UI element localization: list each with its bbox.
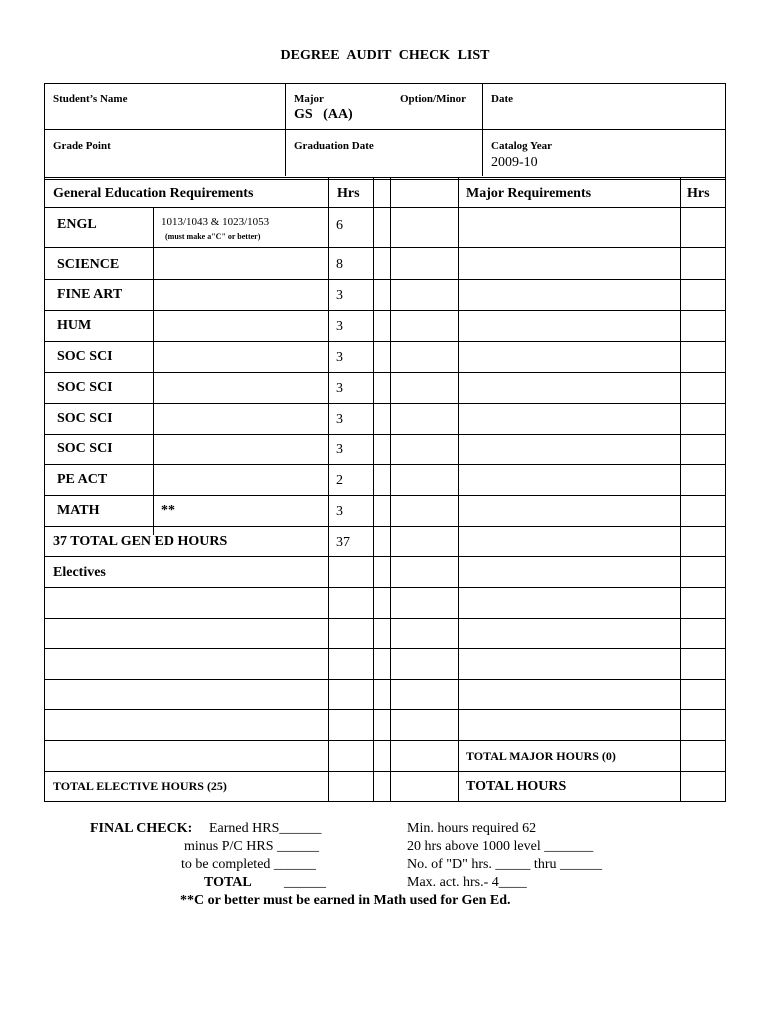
- table-row-line: [44, 556, 726, 557]
- table-row-line: [44, 207, 726, 208]
- gen-ed-hrs-col: [328, 177, 329, 801]
- d-hrs: No. of "D" hrs. _____ thru ______: [407, 857, 602, 872]
- info-col-divider-4: [482, 129, 483, 176]
- gen-ed-row-label: SOC SCI: [57, 411, 113, 426]
- gen-ed-row-label: PE ACT: [57, 472, 108, 487]
- to-be-completed: to be completed ______: [181, 857, 316, 872]
- gen-ed-row-label: SOC SCI: [57, 380, 113, 395]
- info-col-divider-1: [285, 83, 286, 130]
- gen-ed-row-hrs: 3: [336, 504, 343, 519]
- table-row-line: [44, 434, 726, 435]
- gen-ed-right-col: [373, 177, 374, 801]
- gen-ed-row-label: ENGL: [57, 217, 97, 232]
- option-minor-label: Option/Minor: [400, 93, 467, 105]
- gen-ed-row-label: HUM: [57, 318, 92, 333]
- catalog-year-value: 2009-10: [491, 155, 538, 170]
- gen-ed-row-label: MATH: [57, 503, 100, 518]
- gen-ed-row-label: SCIENCE: [57, 257, 120, 272]
- spacer-col: [390, 177, 391, 801]
- table-row-line: [44, 495, 726, 496]
- gen-ed-row-hrs: 2: [336, 473, 343, 488]
- student-name-label: Student’s Name: [53, 93, 128, 105]
- gen-ed-header: General Education Requirements: [53, 186, 254, 201]
- major-label: Major: [294, 93, 324, 105]
- total-label: TOTAL: [204, 875, 252, 890]
- major-hrs-col: [680, 177, 681, 801]
- gen-ed-row-hrs: 3: [336, 319, 343, 334]
- table-row-line: [44, 648, 726, 649]
- table-row-line: [44, 526, 726, 527]
- hrs-above-1000: 20 hrs above 1000 level _______: [407, 839, 594, 854]
- info-col-divider-2: [482, 83, 483, 130]
- gen-ed-total-hrs: 37: [336, 535, 350, 550]
- electives-label: Electives: [53, 565, 106, 580]
- gen-ed-row-hrs: 3: [336, 412, 343, 427]
- table-row-line: [44, 740, 726, 741]
- minus-pc-hrs: minus P/C HRS ______: [184, 839, 319, 854]
- earned-hrs: Earned HRS______: [209, 821, 322, 836]
- table-row-line: [44, 618, 726, 619]
- gen-ed-hrs-header: Hrs: [337, 186, 360, 201]
- gen-ed-row-label: FINE ART: [57, 287, 123, 302]
- max-act-hrs: Max. act. hrs.- 4____: [407, 875, 527, 890]
- min-hours-required: Min. hours required 62: [407, 821, 537, 836]
- gen-ed-row-label: SOC SCI: [57, 349, 113, 364]
- gen-ed-row-hrs: 8: [336, 257, 343, 272]
- date-label: Date: [491, 93, 513, 105]
- gen-ed-row-hrs: 3: [336, 288, 343, 303]
- graduation-date-label: Graduation Date: [294, 140, 374, 152]
- grade-point-label: Grade Point: [53, 140, 111, 152]
- gen-ed-row-detail: **: [161, 503, 175, 518]
- total-blank: ______: [284, 875, 326, 890]
- math-note: **C or better must be earned in Math used for Gen Ed.: [180, 893, 511, 908]
- table-row-line: [44, 310, 726, 311]
- table-row-line: [44, 247, 726, 248]
- gen-ed-row-hrs: 3: [336, 350, 343, 365]
- gen-ed-row-label: SOC SCI: [57, 441, 113, 456]
- header-bottom-border: [44, 179, 726, 180]
- table-row-line: [44, 372, 726, 373]
- total-elective-hours-label: TOTAL ELECTIVE HOURS (25): [53, 779, 227, 793]
- table-row-line: [44, 279, 726, 280]
- gen-ed-row-hrs: 6: [336, 218, 343, 233]
- info-col-divider-3: [285, 129, 286, 176]
- gen-ed-total-label: 37 TOTAL GEN ED HOURS: [53, 534, 228, 549]
- table-row-line: [44, 709, 726, 710]
- gen-ed-row-detail: 1013/1043 & 1023/1053: [161, 216, 270, 228]
- table-row-line: [44, 403, 726, 404]
- student-info-box: [44, 83, 726, 178]
- catalog-year-label: Catalog Year: [491, 140, 552, 152]
- total-major-hours-label: TOTAL MAJOR HOURS (0): [466, 749, 616, 763]
- table-row-line: [44, 771, 726, 772]
- major-value: GS (AA): [294, 107, 353, 122]
- page-title: DEGREE AUDIT CHECK LIST: [280, 48, 490, 63]
- table-row-line: [44, 679, 726, 680]
- table-row-line: [44, 587, 726, 588]
- table-row-line: [44, 464, 726, 465]
- major-header: Major Requirements: [466, 186, 592, 201]
- gen-ed-row-note: (must make a"C" or better): [165, 232, 261, 241]
- total-hours-label: TOTAL HOURS: [466, 779, 567, 794]
- final-check-label: FINAL CHECK:: [90, 821, 193, 836]
- major-hrs-header: Hrs: [687, 186, 710, 201]
- gen-ed-row-hrs: 3: [336, 381, 343, 396]
- table-row-line: [44, 341, 726, 342]
- gen-ed-row-hrs: 3: [336, 442, 343, 457]
- major-course-col: [458, 177, 459, 801]
- info-divider: [44, 129, 726, 130]
